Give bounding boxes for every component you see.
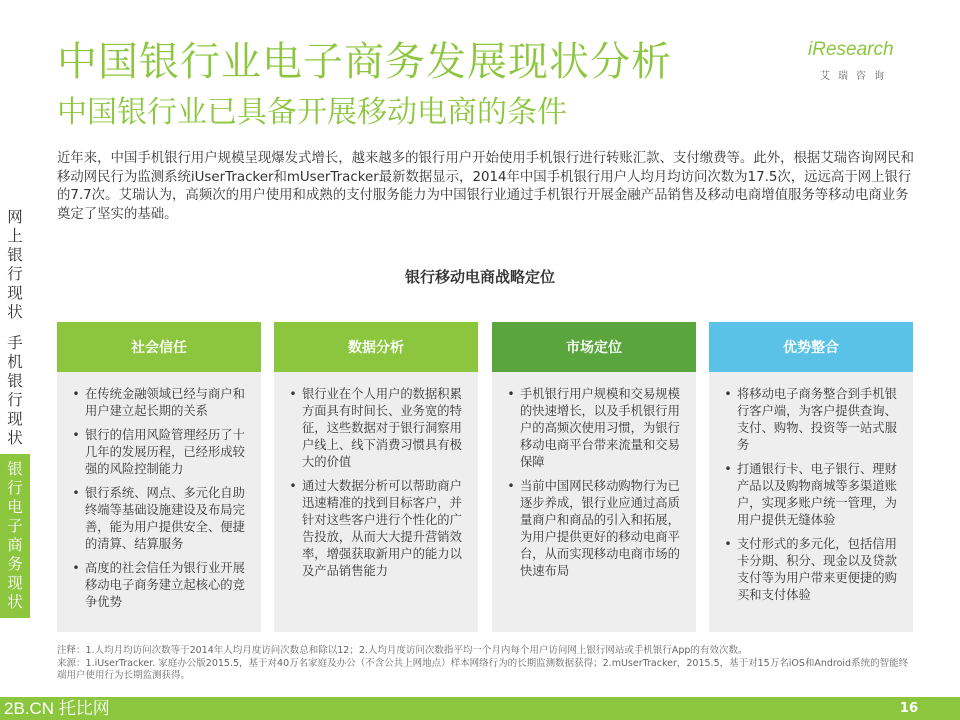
bullet-text: 银行业在个人用户的数据积累方面具有时间长、业务宽的特征，这些数据对于银行洞察用户线上、线下消费习惯具有极大的价值 — [302, 387, 462, 469]
bullet-dot-icon: • — [724, 387, 732, 401]
bullet-text: 当前中国网民移动购物行为已逐步养成，银行业应通过高质量商户和商品的引入和拓展，为用户提供更好的移动电商平台，从而实现移动电商市场的快速布局 — [520, 479, 680, 578]
bullet-item — [67, 560, 251, 611]
bullet-text: 在传统金融领域已经与商户和用户建立起长期的关系 — [85, 387, 245, 418]
sidebar-section: 手 机 银 行 现 状 — [7, 334, 23, 447]
column-body — [274, 372, 478, 632]
bullet-text: 银行系统、网点、多元化自助终端等基础设施建设及布局完善，能为用户提供安全、便捷的清算、结算服务 — [85, 486, 245, 551]
footer-bar — [0, 697, 960, 720]
bullet-item — [67, 485, 251, 553]
column-body — [492, 372, 696, 632]
bullet-dot-icon: • — [72, 486, 80, 500]
source-text: 来源：1.iUserTracker. 家庭办公版2015.5，基于对40万名家庭及办公（不含公共上网地点）样本网络行为的长期监测数据获得；2.mUserTracker，2015.5，基于对15万名iOS和Android系统的智能终端用户使用行为长期监测获得。 — [57, 657, 909, 681]
watermark: 2B.CN 托比网 — [4, 699, 110, 718]
bullet-item — [719, 536, 903, 604]
column-header: 市场定位 — [492, 322, 696, 372]
bullet-dot-icon: • — [289, 387, 297, 401]
column-advantage-integration — [709, 322, 913, 632]
bullet-item — [67, 386, 251, 420]
bullet-dot-icon: • — [72, 387, 80, 401]
bullet-dot-icon: • — [507, 479, 515, 493]
bullet-text: 手机银行用户规模和交易规模的快速增长，以及手机银行用户的高频次使用习惯，为银行移动电商平台带来流量和交易保障 — [520, 387, 680, 469]
bullet-item — [502, 386, 686, 471]
column-social-trust — [57, 322, 261, 632]
bullet-dot-icon: • — [72, 428, 80, 442]
footnotes — [57, 645, 917, 683]
bullet-item — [284, 478, 468, 580]
column-market-position — [492, 322, 696, 632]
bullet-dot-icon: • — [724, 462, 732, 476]
column-data-analysis — [274, 322, 478, 632]
bullet-dot-icon: • — [724, 537, 732, 551]
bullet-item — [67, 427, 251, 478]
column-header: 优势整合 — [709, 322, 913, 372]
logo-wordmark: iResearch — [808, 39, 894, 60]
bullet-dot-icon: • — [72, 561, 80, 575]
bullet-dot-icon: • — [507, 387, 515, 401]
page-number: 16 — [899, 701, 918, 716]
intro-paragraph: 近年来，中国手机银行用户规模呈现爆发式增长，越来越多的银行用户开始使用手机银行进行转账汇款、支付缴费等。此外，根据艾瑞咨询网民和移动网民行为监测系统iUserTracker和mUserTracker最新数据显示，2014年中国手机银行用户人均月均访问次数为17.5次，远远高于网上银行的7.7次。艾瑞认为，高频次的用户使用和成熟的支付服务能力为中国银行业通过手机银行开展金融产品销售及移动电商增值服务等移动电商业务奠定了坚实的基础。 — [57, 151, 914, 222]
page-title: 中国银行业电子商务发展现状分析 — [57, 39, 672, 85]
bullet-item — [284, 386, 468, 471]
bullet-item — [719, 386, 903, 454]
bullet-text: 支付形式的多元化，包括信用卡分期、积分、现金以及贷款支付等为用户带来更便捷的购买和支付体验 — [737, 537, 897, 602]
iresearch-logo — [808, 38, 918, 88]
logo-cn-text: 艾瑞咨询 — [820, 71, 892, 82]
column-body — [57, 372, 261, 632]
sidebar-section: 银 行 电 子 商 务 现 状 — [0, 454, 30, 618]
bullet-text: 通过大数据分析可以帮助商户迅速精准的找到目标客户，并针对这些客户进行个性化的广告投放，从而大大提升营销效率，增强获取新用户的能力以及产品销售能力 — [302, 479, 462, 578]
bullet-text: 打通银行卡、电子银行、理财产品以及购物商城等多渠道账户，实现多账户统一管理，为用户提供无缝体验 — [737, 462, 897, 527]
bullet-text: 将移动电子商务整合到手机银行客户端，为客户提供查询、支付、购物、投资等一站式服务 — [737, 387, 897, 452]
sidebar-section: 网 上 银 行 现 状 — [7, 208, 23, 321]
strategy-title: 银行移动电商战略定位 — [404, 268, 555, 286]
column-header: 社会信任 — [57, 322, 261, 372]
column-body — [709, 372, 913, 632]
bullet-text: 高度的社会信任为银行业开展移动电子商务建立起核心的竞争优势 — [85, 561, 245, 609]
bullet-dot-icon: • — [289, 479, 297, 493]
bullet-item — [502, 478, 686, 580]
note-text: 注释：1.人均月均访问次数等于2014年人均月度访问次数总和除以12；2.人均月度访问次数指平均一个月内每个用户访问网上银行网站或手机银行App的有效次数。 — [57, 645, 748, 656]
page-subtitle: 中国银行业已具备开展移动电商的条件 — [57, 95, 567, 130]
bullet-text: 银行的信用风险管理经历了十几年的发展历程，已经形成较强的风险控制能力 — [85, 428, 245, 476]
column-header: 数据分析 — [274, 322, 478, 372]
bullet-item — [719, 461, 903, 529]
